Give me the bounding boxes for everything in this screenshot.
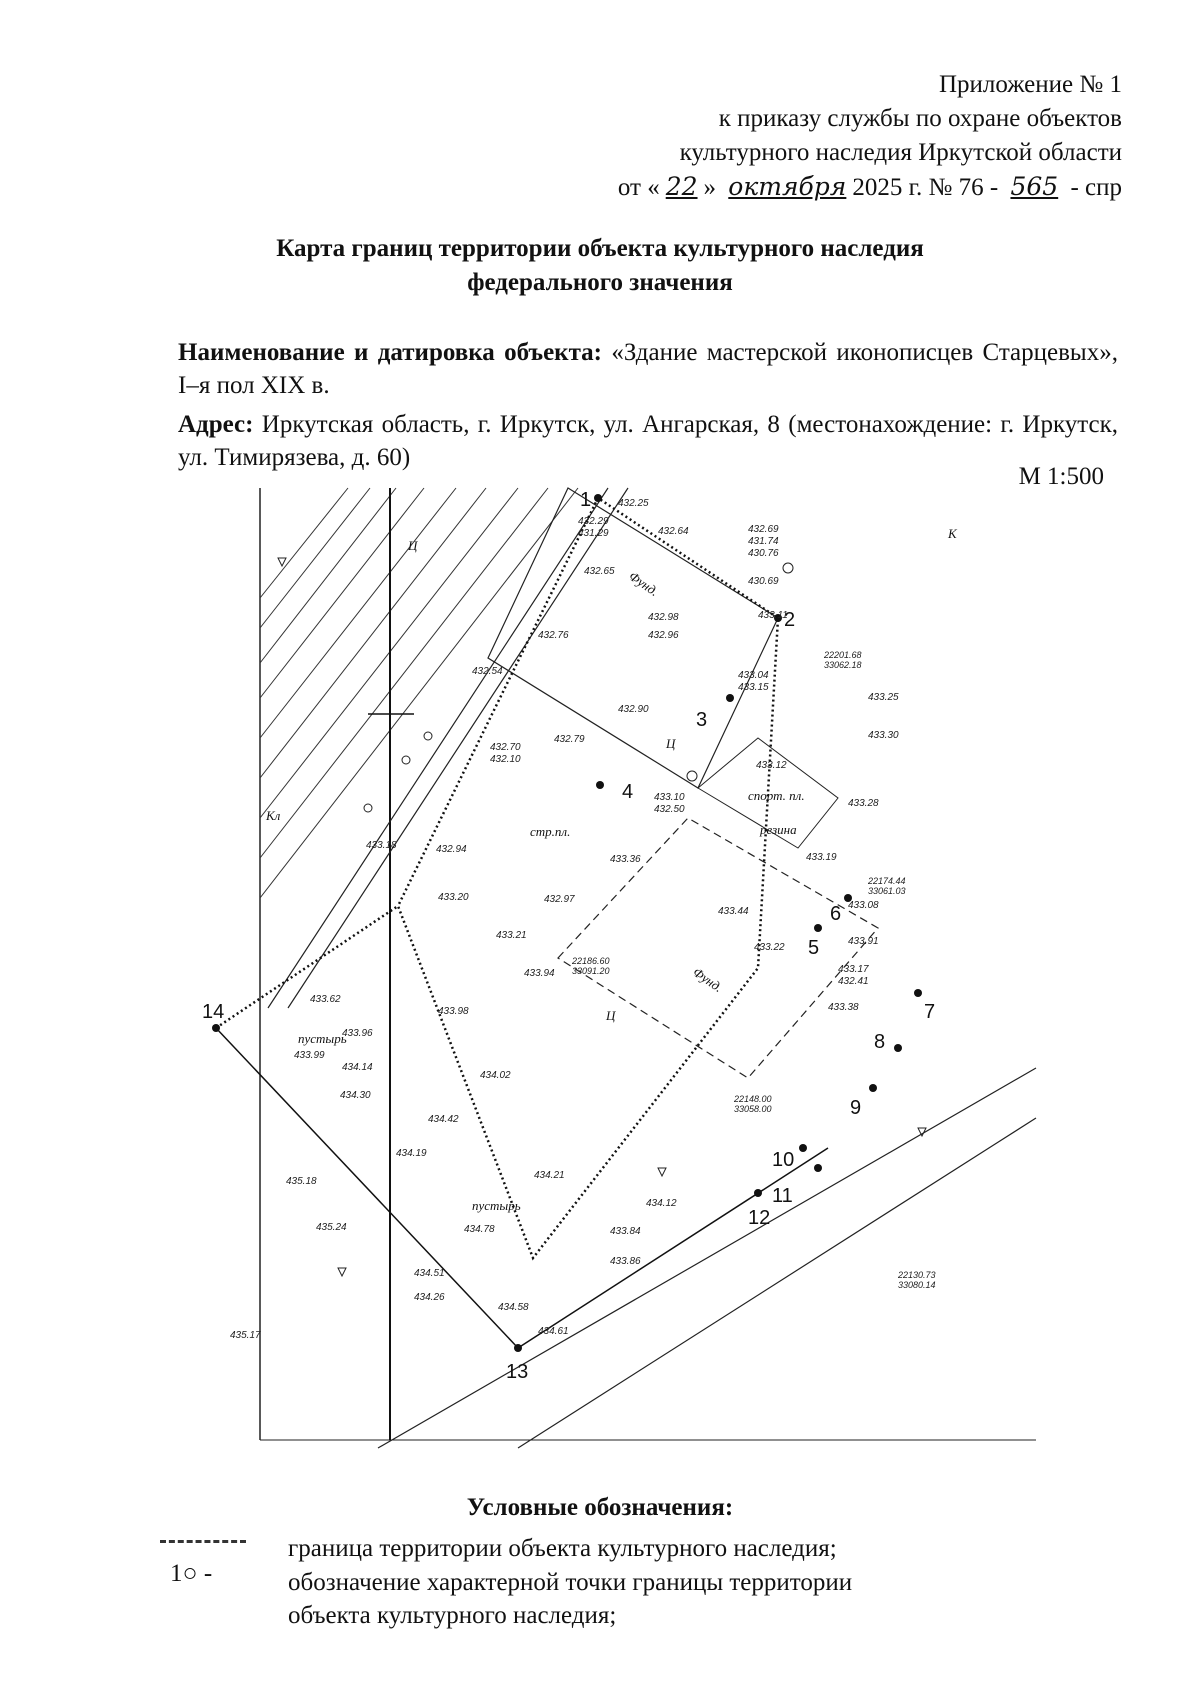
point-10 xyxy=(799,1144,807,1152)
label-rezina: резина xyxy=(760,822,797,837)
elev-34: 433.98 xyxy=(438,1006,469,1017)
coord-7: 22201.68 xyxy=(824,650,862,660)
elev-58: 433.17 xyxy=(838,964,869,975)
elev-62: 433.22 xyxy=(754,942,785,953)
legend-row-point-b: объекта культурного наследия; xyxy=(288,1602,617,1629)
label-fund-lower: Фунд. xyxy=(690,964,726,996)
coord-9: 22130.73 xyxy=(898,1270,936,1280)
appendix-line-3: культурного наследия Иркутской области xyxy=(679,139,1122,166)
elev-2: 432.29 xyxy=(578,516,609,527)
elev-28: 433.19 xyxy=(806,852,837,863)
elev-40: 434.30 xyxy=(340,1090,371,1101)
elev-21: 433.12 xyxy=(756,760,787,771)
point-label-4: 4 xyxy=(622,781,634,803)
point-label-3: 3 xyxy=(696,709,708,731)
point-11 xyxy=(814,1164,822,1172)
object-address-label: Адрес: xyxy=(178,411,254,438)
elev-59: 432.41 xyxy=(838,976,869,987)
coord-4: 33058.00 xyxy=(734,1104,772,1114)
building-upper xyxy=(488,488,778,788)
point-3 xyxy=(726,694,734,702)
point-14 xyxy=(212,1024,220,1032)
point-label-10: 10 xyxy=(772,1149,795,1171)
elev-7: 430.76 xyxy=(748,548,779,559)
elev-47: 434.26 xyxy=(414,1292,445,1303)
elev-43: 434.21 xyxy=(534,1170,565,1181)
elev-23: 433.25 xyxy=(868,692,899,703)
label-fund-upper: Фунд. xyxy=(626,568,662,600)
elev-9: 430.69 xyxy=(748,576,779,587)
elev-8: 432.98 xyxy=(648,612,679,623)
elev-14: 432.54 xyxy=(472,666,503,677)
elev-30: 433.20 xyxy=(438,892,469,903)
point-label-5: 5 xyxy=(808,937,820,959)
point-label-12: 12 xyxy=(748,1207,771,1229)
elev-50: 435.18 xyxy=(286,1176,317,1187)
order-day: 22 xyxy=(665,172,698,201)
boundary-segment-sw xyxy=(216,1028,518,1348)
elev-56: 433.91 xyxy=(848,936,879,947)
elev-6: 431.74 xyxy=(748,536,779,547)
elev-20: 433.15 xyxy=(738,682,769,693)
elev-17: 432.79 xyxy=(554,734,585,745)
point-1 xyxy=(594,494,602,502)
object-address-value: Иркутская область, г. Иркутск, ул. Ангарская, 8 (местонахождение: г. Иркутск, ул. Тимирязева, д. 60) xyxy=(178,411,1118,471)
elev-10: 432.65 xyxy=(584,566,615,577)
date-mid: » xyxy=(703,174,717,201)
elev-5: 432.69 xyxy=(748,524,779,535)
coord-3: 22148.00 xyxy=(734,1094,772,1104)
point-label-13: 13 xyxy=(506,1361,529,1383)
point-legend-symbol: 1○ - xyxy=(170,1560,213,1587)
appendix-line-1: Приложение № 1 xyxy=(938,71,1122,98)
point-label-14: 14 xyxy=(202,1001,225,1023)
legend-title: Условные обозначения: xyxy=(466,1494,734,1521)
elev-57: 433.28 xyxy=(848,798,879,809)
label-pustyr-lower: пустырь xyxy=(472,1198,521,1213)
elev-16: 432.10 xyxy=(490,754,521,765)
point-5 xyxy=(814,924,822,932)
object-name-label: Наименование и датировка объекта: xyxy=(178,339,602,366)
elev-45: 434.78 xyxy=(464,1224,495,1235)
map-scale: М 1:500 xyxy=(1018,463,1104,490)
point-label-9: 9 xyxy=(850,1097,862,1119)
elev-26: 432.50 xyxy=(654,804,685,815)
elev-12: 432.76 xyxy=(538,630,569,641)
object-address-row xyxy=(178,408,1118,474)
point-label-8: 8 xyxy=(874,1031,886,1053)
label-ts-1: Ц xyxy=(666,736,676,751)
elev-49: 434.61 xyxy=(538,1326,569,1337)
elev-53: 433.84 xyxy=(610,1226,641,1237)
label-str-pl: стр.пл. xyxy=(530,824,571,839)
label-sport-pl: спорт. пл. xyxy=(748,788,805,803)
elev-25: 433.10 xyxy=(654,792,685,803)
elev-3: 431.29 xyxy=(578,528,609,539)
appendix-line-2: к приказу службы по охране объектов xyxy=(718,105,1122,132)
elev-51: 435.24 xyxy=(316,1222,347,1233)
label-k: К xyxy=(948,526,957,541)
coord-10: 33080.14 xyxy=(898,1280,936,1290)
object-description xyxy=(178,336,1118,480)
heritage-boundary xyxy=(216,498,778,1258)
coord-8: 33062.18 xyxy=(824,660,862,670)
point-12 xyxy=(754,1189,762,1197)
point-label-7: 7 xyxy=(924,1001,936,1023)
elev-61: 433.44 xyxy=(718,906,749,917)
appendix-line-4 xyxy=(618,170,1122,205)
point-4 xyxy=(596,781,604,789)
elev-42: 434.19 xyxy=(396,1148,427,1159)
elev-13: 433.11 xyxy=(758,610,788,621)
elev-48: 434.58 xyxy=(498,1302,529,1313)
label-kl: Кл xyxy=(266,808,281,823)
point-7 xyxy=(914,989,922,997)
object-name-row xyxy=(178,336,1118,402)
document-title xyxy=(0,232,1200,300)
elev-60: 433.38 xyxy=(828,1002,859,1013)
elev-32: 433.21 xyxy=(496,930,527,941)
elev-38: 434.14 xyxy=(342,1062,373,1073)
order-number: 565 xyxy=(1010,172,1059,201)
elev-4: 432.64 xyxy=(658,526,689,537)
elev-37: 433.99 xyxy=(294,1050,325,1061)
elev-46: 434.51 xyxy=(414,1268,445,1279)
coord-2: 33091.20 xyxy=(572,966,610,976)
elev-29: 432.94 xyxy=(436,844,467,855)
legend-row-boundary: граница территории объекта культурного наследия; xyxy=(288,1535,837,1562)
date-prefix: от « xyxy=(617,174,660,201)
point-9 xyxy=(869,1084,877,1092)
label-ts-2: Ц xyxy=(606,1008,616,1023)
label-ts-3: Ц xyxy=(408,538,418,553)
order-year-no: 2025 г. № 76 - xyxy=(852,174,999,201)
elev-55: 433.08 xyxy=(848,900,879,911)
coord-6: 33061.03 xyxy=(868,886,906,896)
elev-11: 432.96 xyxy=(648,630,679,641)
elev-18: 432.90 xyxy=(618,704,649,715)
elev-31: 432.97 xyxy=(544,894,575,905)
boundary-legend-symbol xyxy=(160,1540,246,1543)
elev-1: 432.25 xyxy=(618,498,649,509)
point-13 xyxy=(514,1344,522,1352)
point-label-6: 6 xyxy=(830,903,842,925)
order-suffix: - спр xyxy=(1070,174,1122,201)
legend-row-point-a: обозначение характерной точки границы территории xyxy=(288,1569,853,1596)
elev-54: 433.86 xyxy=(610,1256,641,1267)
elev-41: 434.42 xyxy=(428,1114,459,1125)
elev-44: 434.12 xyxy=(646,1198,677,1209)
appendix-block xyxy=(618,68,1122,205)
label-pustyr-upper: пустырь xyxy=(298,1031,347,1046)
elev-15: 432.70 xyxy=(490,742,521,753)
elev-22: 433.18 xyxy=(366,840,397,851)
boundary-map xyxy=(202,488,1036,1448)
point-label-1: 1 xyxy=(580,489,592,511)
point-label-2: 2 xyxy=(784,609,796,631)
point-label-11: 11 xyxy=(772,1185,793,1207)
elev-52: 435.17 xyxy=(230,1330,261,1341)
elev-19: 433.04 xyxy=(738,670,769,681)
elev-35: 433.62 xyxy=(310,994,341,1005)
title-line-1: Карта границ территории объекта культурного наследия xyxy=(276,235,924,262)
order-month: октября xyxy=(728,172,847,201)
coord-5: 22174.44 xyxy=(868,876,906,886)
object-name-value: «Здание мастерской иконописцев Старцевых», I–я пол XIX в. xyxy=(178,339,1118,399)
elev-33: 433.94 xyxy=(524,968,555,979)
elev-36: 433.96 xyxy=(342,1028,373,1039)
elev-24: 433.30 xyxy=(868,730,899,741)
title-line-2: федерального значения xyxy=(467,269,733,296)
elev-27: 433.36 xyxy=(610,854,641,865)
elev-39: 434.02 xyxy=(480,1070,511,1081)
coord-1: 22186.60 xyxy=(572,956,610,966)
point-8 xyxy=(894,1044,902,1052)
